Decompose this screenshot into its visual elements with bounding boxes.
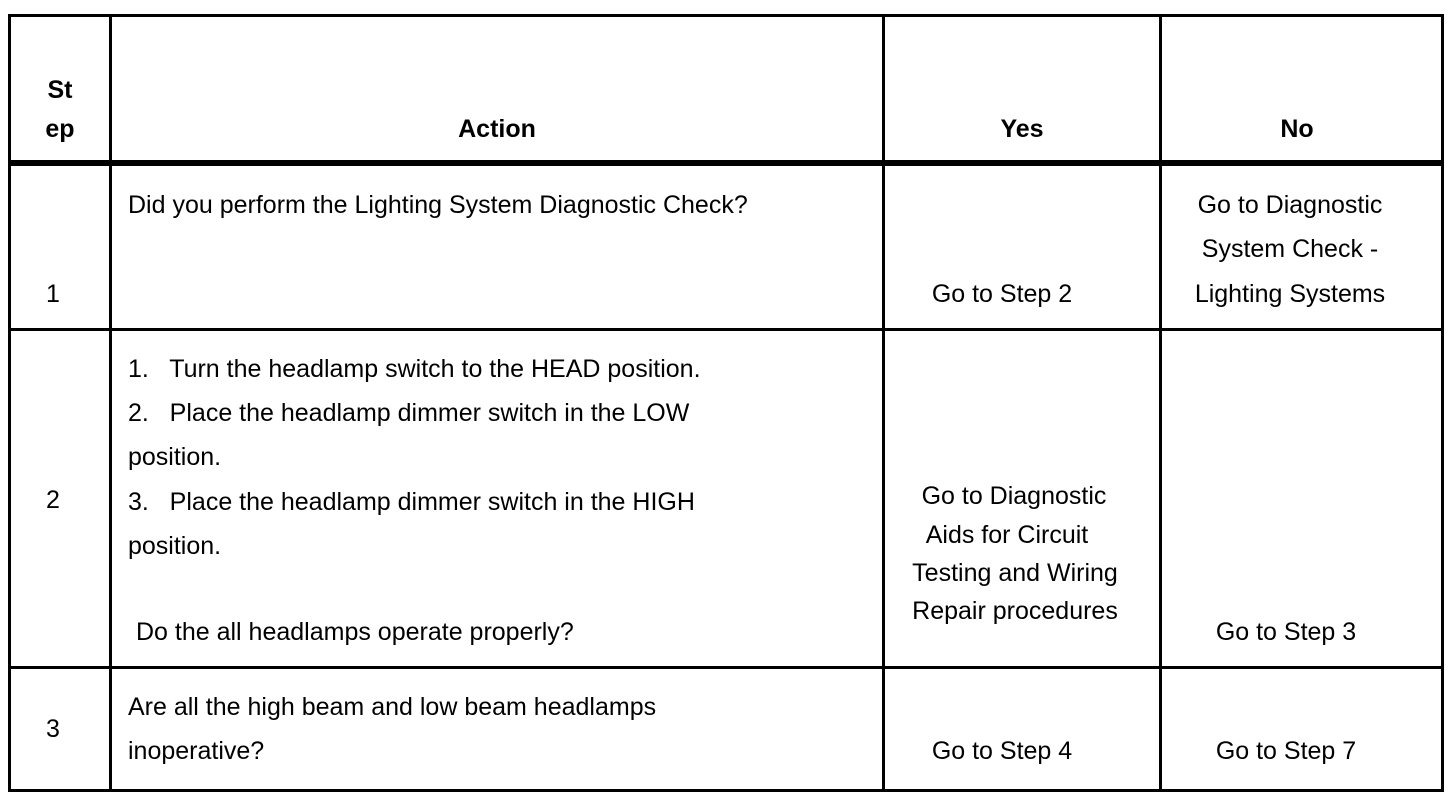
action-step-item: 2. Place the headlamp dimmer switch in the LOW: [128, 399, 690, 427]
header-step-line1: St: [47, 76, 73, 104]
action-step-item: position.: [128, 532, 222, 560]
yes-cell-text: Go to Diagnostic: [921, 482, 1107, 510]
yes-cell-text: Aids for Circuit: [925, 521, 1089, 549]
yes-cell-text: Go to Step 2: [931, 280, 1073, 308]
action-step-item: 3. Place the headlamp dimmer switch in the HIGH: [128, 488, 695, 516]
no-cell-text: Go to Step 7: [1215, 737, 1357, 765]
action-text: inoperative?: [128, 737, 265, 765]
no-cell-text: System Check -: [1201, 235, 1379, 263]
header-yes: Yes: [1000, 115, 1044, 143]
no-cell-text: Go to Step 3: [1215, 618, 1357, 646]
action-text: Did you perform the Lighting System Diagnostic Check?: [128, 191, 748, 219]
yes-cell-text: Go to Step 4: [931, 737, 1073, 765]
yes-cell-text: Testing and Wiring: [912, 559, 1118, 587]
row-divider: [8, 666, 1444, 669]
header-no: No: [1280, 115, 1314, 143]
header-step-line2: ep: [45, 115, 75, 143]
step-number: 3: [46, 715, 60, 743]
yes-cell-text: Repair procedures: [912, 597, 1118, 625]
header-divider: [8, 160, 1444, 166]
action-step-item: position.: [128, 443, 222, 471]
row-divider: [8, 328, 1444, 331]
action-step-item: 1. Turn the headlamp switch to the HEAD position.: [128, 355, 701, 383]
step-number: 1: [46, 280, 60, 308]
step-number: 2: [46, 486, 60, 514]
action-text: Are all the high beam and low beam headlamps: [128, 693, 657, 721]
action-question: Do the all headlamps operate properly?: [136, 618, 574, 646]
no-cell-text: Lighting Systems: [1194, 280, 1386, 308]
header-action: Action: [458, 115, 536, 143]
no-cell-text: Go to Diagnostic: [1197, 191, 1383, 219]
